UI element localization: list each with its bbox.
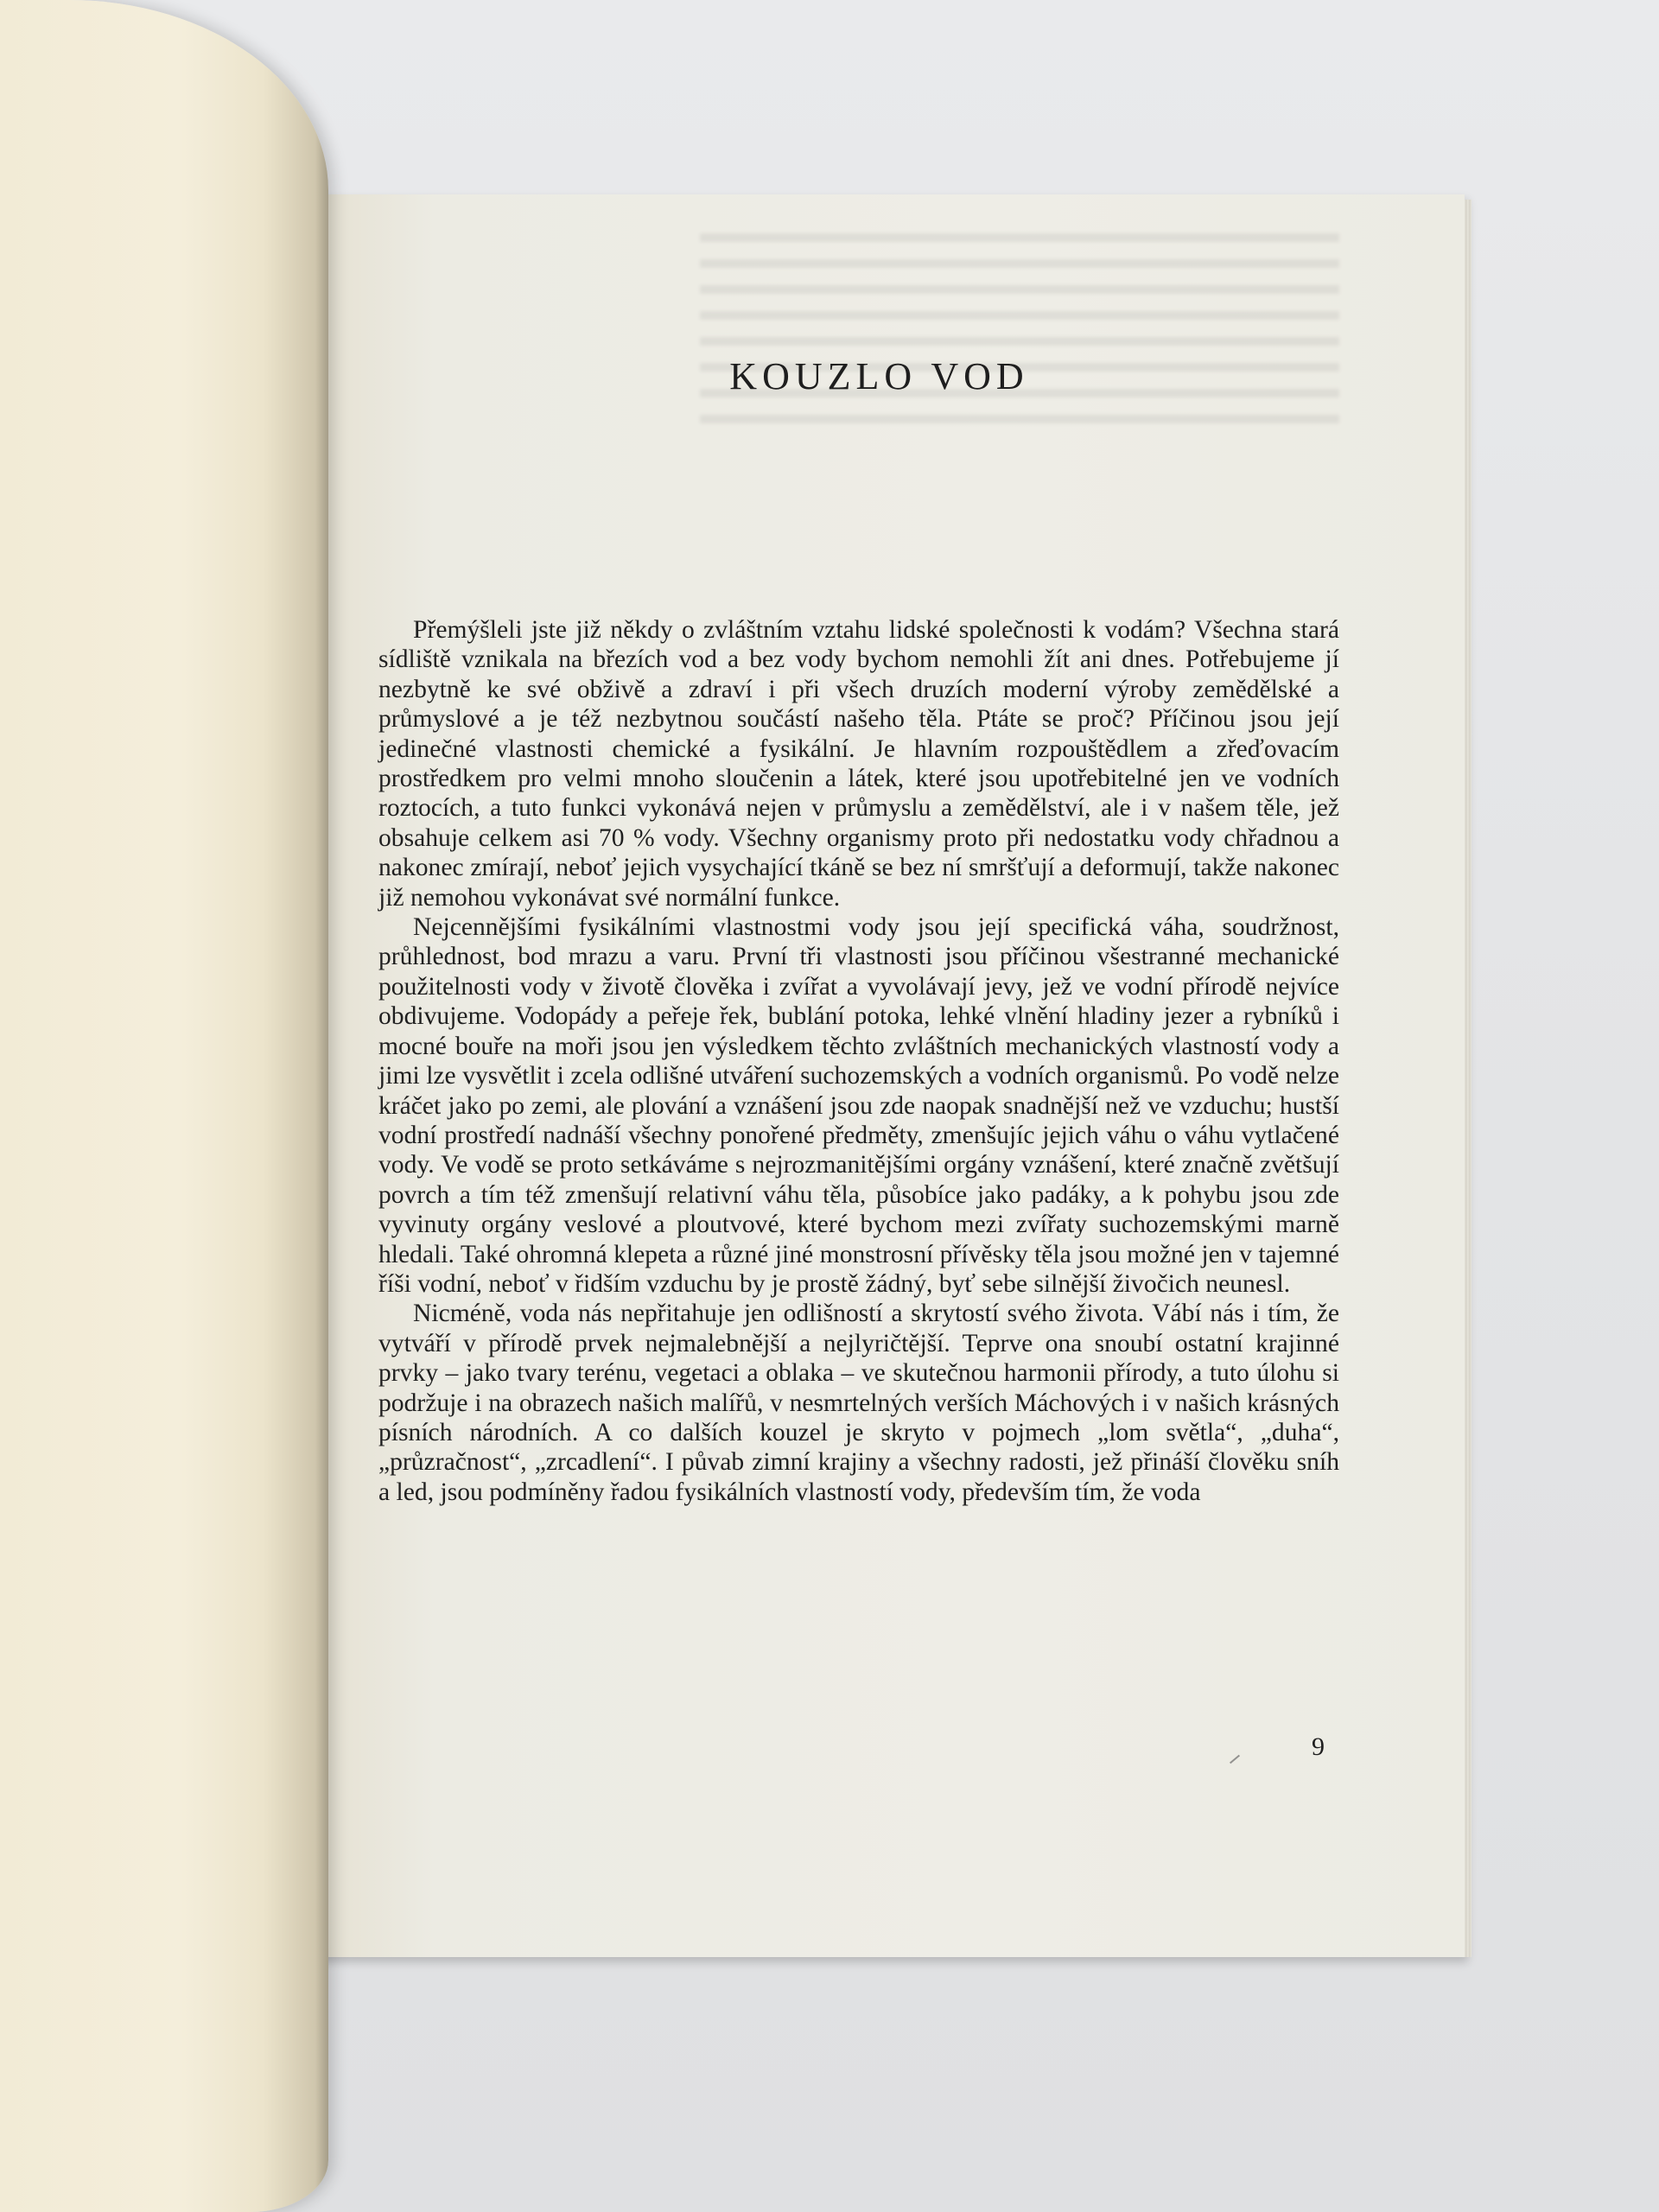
pencil-mark	[1230, 1755, 1240, 1764]
paragraph: Nejcennějšími fysikálními vlastnostmi vody jsou její specifická váha, soudržnost, průhlednost, bod mrazu a varu. První tři vlastnosti jsou příčinou všestranné mechanické použitelnosti vody v životě člověka i zvířat a vyvolávají jevy, jež ve vodní přírodě nejvíce obdivujeme. Vodopády a peřeje řek, bublání potoka, lehké vlnění hladiny jezer a rybníků i mocné bouře na moři jsou jen výsledkem těchto zvláštních mechanických vlastností vody a jimi lze vysvětlit i zcela odlišné utváření suchozemských a vodních organismů. Po vodě nelze kráčet jako po zemi, ale plování a vznášení jsou zde naopak snadnější než ve vzduchu; hustší vodní prostředí nadnáší všechny ponořené předměty, zmenšujíc jejich váhu o váhu vytlačené vody. Ve vodě se proto setkáváme s nejrozmanitějšími orgány vznášení, které značně zvětšují povrch a tím též zmenšují relativní váhu těla, působíce jako padáky, a k pohybu jsou zde vyvinuty orgány veslové a ploutvové, které bychom mezi zvířaty suchozemskými marně hledali. Také ohromná klepeta a různé jiné monstrosní přívěsky těla jsou možné jen v tajemné říši vodní, neboť v řidším vzduchu by je prostě žádný, byť sebe silnější živočich neunesl.	[378, 913, 1339, 1298]
paragraph: Nicméně, voda nás nepřitahuje jen odlišností a skrytostí svého života. Vábí nás i tím, že vytváří v přírodě prvek nejmalebnější a nejlyričtější. Teprve ona snoubí ostatní krajinné prvky – jako tvary terénu, vegetaci a oblaka – ve skutečnou harmonii přírody, a tuto úlohu si podržuje i na obrazech našich malířů, v nesmrtelných verších Máchových i v našich krásných písních národních. A co dalších kouzel je skryto v pojmech „lom světla“, „duha“, „průzračnost“, „zrcadlení“. I půvab zimní krajiny a všechny radosti, jež přináší člověku sníh a led, jsou podmíněny řadou fysikálních vlastností vody, především tím, že voda	[378, 1300, 1339, 1506]
book-page	[294, 194, 1465, 1957]
chapter-title: KOUZLO VOD	[729, 355, 1029, 397]
page-number: 9	[1312, 1732, 1325, 1761]
left-page	[0, 0, 328, 2212]
body-text	[378, 615, 1339, 1507]
paragraph: Přemýšleli jste již někdy o zvláštním vztahu lidské společnosti k vodám? Všechna stará sídliště vznikala na březích vod a bez vody bychom nemohli žít ani dnes. Potřebujeme jí nezbytně ke své obživě a zdraví i při všech druzích moderní výroby zemědělské a průmyslové a je též nezbytnou součástí našeho těla. Ptáte se proč? Příčinou jsou její jedinečné vlastnosti chemické a fysikální. Je hlavním rozpouštědlem a zřeďovacím prostředkem pro velmi mnoho sloučenin a látek, které jsou upotřebitelné jen ve vodních roztocích, a tuto funkci vykonává nejen v průmyslu a zemědělství, ale i v našem těle, jež obsahuje celkem asi 70 % vody. Všechny organismy proto při nedostatku vody chřadnou a nakonec zmírají, neboť jejich vysychající tkáně se bez ní smršťují a deformují, takže nakonec již nemohou vykonávat své normální funkce.	[378, 616, 1339, 912]
page-edge	[1465, 200, 1471, 1957]
